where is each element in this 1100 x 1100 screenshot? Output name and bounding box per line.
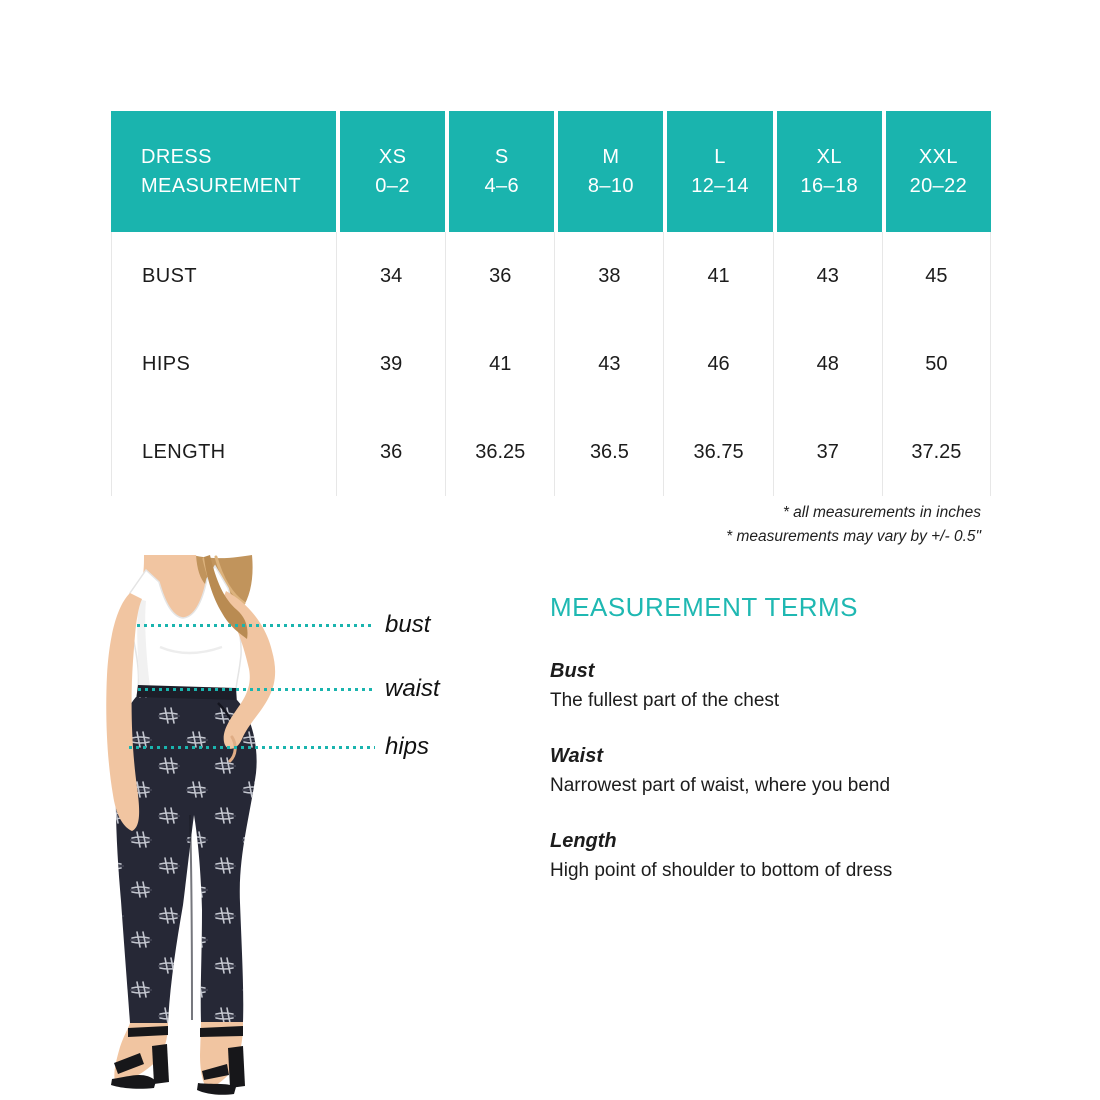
cell-hips-xxl: 50 (882, 320, 991, 408)
term-definition: High point of shoulder to bottom of dress (550, 860, 893, 881)
col-header-xl (773, 111, 882, 232)
col-header-l (663, 111, 772, 232)
cell-bust-xs: 34 (336, 232, 445, 320)
cell-hips-xs: 39 (336, 320, 445, 408)
footnote-units: * all measurements in inches (782, 504, 981, 521)
row-label-bust: BUST (111, 232, 336, 320)
term-name: Waist (550, 745, 603, 767)
model-hair-front (204, 555, 248, 639)
col-header-s (445, 111, 554, 232)
model-feet-sandals (111, 1022, 245, 1095)
cell-length-l: 36.75 (663, 408, 772, 496)
size-table (111, 111, 991, 496)
table-header-label: DRESS MEASUREMENT (141, 145, 301, 197)
footnotes (111, 501, 981, 549)
cell-length-xxl: 37.25 (882, 408, 991, 496)
term-item-waist (550, 745, 1030, 799)
model-photo (100, 555, 385, 1100)
terms-heading: MEASUREMENT TERMS (550, 592, 859, 622)
col-header-m (554, 111, 663, 232)
pocket-line (218, 703, 238, 741)
cell-length-s: 36.25 (445, 408, 554, 496)
size-range: 20–22 (909, 174, 968, 197)
cell-bust-l: 41 (663, 232, 772, 320)
cell-hips-l: 46 (663, 320, 772, 408)
size-range: 16–18 (800, 174, 859, 197)
size-name: XXL (918, 145, 958, 168)
cell-hips-xl: 48 (773, 320, 882, 408)
model-pants (116, 685, 257, 1023)
col-header-xs (336, 111, 445, 232)
hips-measure-line (129, 746, 375, 749)
cell-bust-xxl: 45 (882, 232, 991, 320)
col-header-xxl (882, 111, 991, 232)
model-tank-top (129, 566, 242, 691)
size-name: M (602, 145, 620, 168)
term-definition: Narrowest part of waist, where you bend (550, 775, 891, 796)
model-hair (192, 555, 253, 647)
bust-line-label: bust (385, 611, 431, 638)
term-item-length (550, 830, 1030, 884)
size-range: 4–6 (484, 174, 520, 197)
size-name: L (714, 145, 726, 168)
cell-length-xs: 36 (336, 408, 445, 496)
table-header-measurement (111, 111, 336, 232)
cell-hips-m: 43 (554, 320, 663, 408)
term-name: Length (550, 830, 617, 852)
waist-measure-line (138, 688, 375, 691)
size-range: 0–2 (375, 174, 410, 197)
model-right-arm (222, 591, 275, 761)
term-name: Bust (550, 660, 595, 682)
model-left-arm (106, 593, 142, 831)
hips-line-label: hips (385, 733, 430, 760)
size-name: XL (816, 145, 842, 168)
term-definition: The fullest part of the chest (550, 690, 780, 711)
size-name: S (494, 145, 509, 168)
cell-bust-m: 38 (554, 232, 663, 320)
term-item-bust (550, 660, 1030, 714)
row-label-hips: HIPS (111, 320, 336, 408)
cell-hips-s: 41 (445, 320, 554, 408)
footnote-variance: * measurements may vary by +/- 0.5" (726, 528, 981, 545)
bust-measure-line (137, 624, 375, 627)
measurement-terms-section (550, 592, 1030, 915)
cell-length-m: 36.5 (554, 408, 663, 496)
waist-line-label: waist (385, 675, 440, 702)
cell-bust-xl: 43 (773, 232, 882, 320)
size-range: 12–14 (691, 174, 749, 197)
size-name: XS (378, 145, 407, 168)
cell-bust-s: 36 (445, 232, 554, 320)
model-skin-chest (142, 555, 206, 624)
cell-length-xl: 37 (773, 408, 882, 496)
size-range: 8–10 (587, 174, 634, 197)
row-label-length: LENGTH (111, 408, 336, 496)
